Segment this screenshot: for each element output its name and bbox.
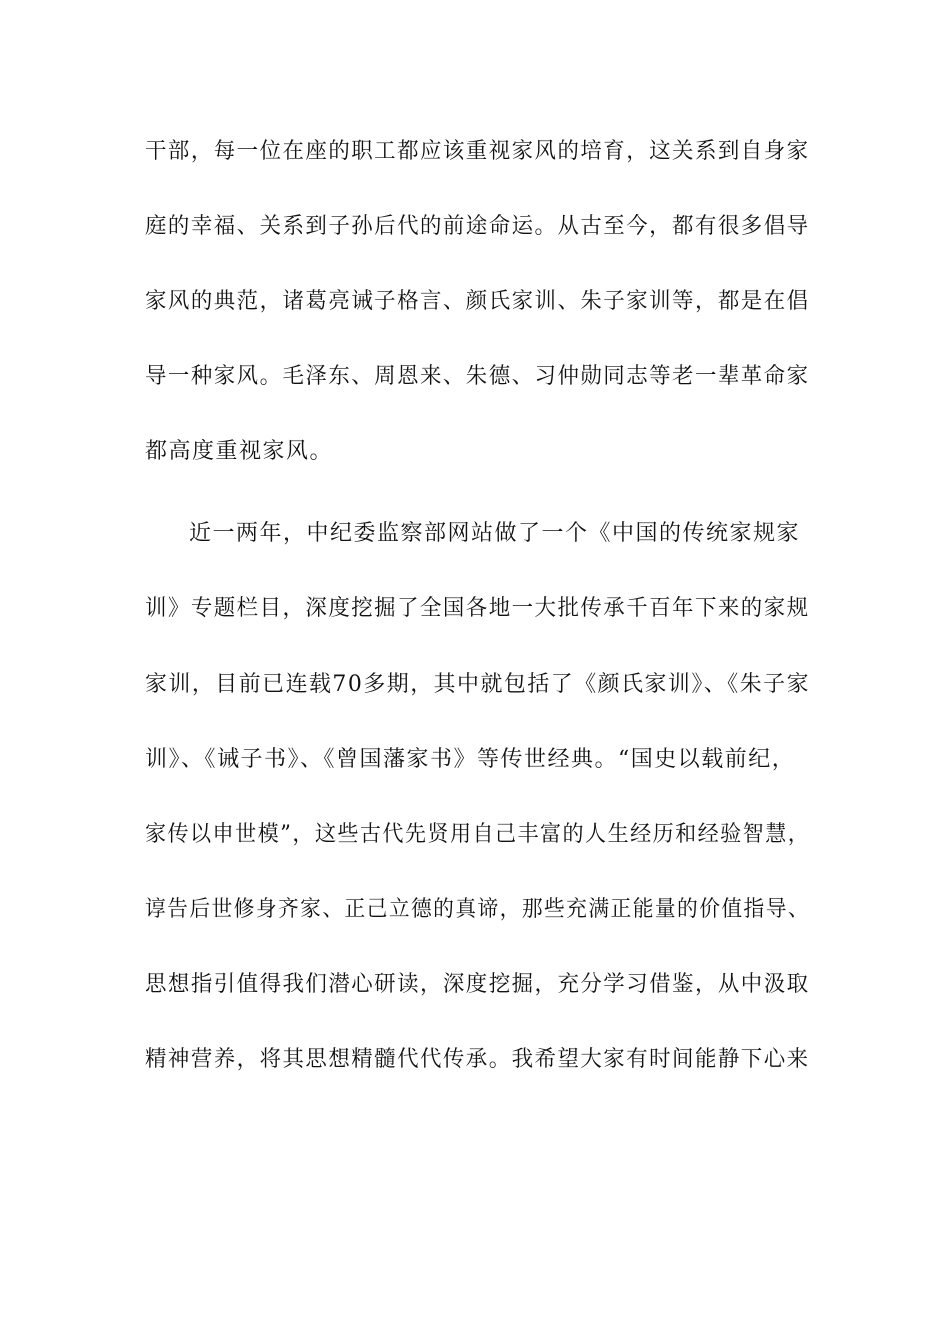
text-line: 训》专题栏目，深度挖掘了全国各地一大批传承千百年下来的家规	[145, 596, 810, 621]
text-line: 家传以申世模”，这些古代先贤用自己丰富的人生经历和经验智慧，	[145, 822, 811, 847]
text-line: 庭的幸福、关系到子孙后代的前途命运。从古至今，都有很多倡导	[145, 214, 810, 239]
text-line: 精神营养，将其思想精髓代代传承。我希望大家有时间能静下心来	[145, 1047, 810, 1072]
text-line: 近一两年，中纪委监察部网站做了一个《中国的传统家规家	[189, 521, 801, 546]
text-line: 谆告后世修身齐家、正己立德的真谛，那些充满正能量的价值指导、	[145, 897, 811, 922]
text-line: 家训，目前已连载70多期，其中就包括了《颜氏家训》、《朱子家	[145, 672, 810, 697]
text-line: 思想指引值得我们潜心研读，深度挖掘，充分学习借鉴，从中汲取	[145, 972, 810, 997]
text-line: 训》、《诫子书》、《曾国藩家书》等传世经典。“国史以载前纪，	[145, 747, 796, 772]
text-line: 导一种家风。毛泽东、周恩来、朱德、习仲勋同志等老一辈革命家	[145, 364, 810, 389]
text-line: 都高度重视家风。	[145, 439, 334, 464]
text-line: 家风的典范，诸葛亮诫子格言、颜氏家训、朱子家训等，都是在倡	[145, 289, 810, 314]
text-line: 干部，每一位在座的职工都应该重视家风的培育，这关系到自身家	[145, 139, 810, 164]
